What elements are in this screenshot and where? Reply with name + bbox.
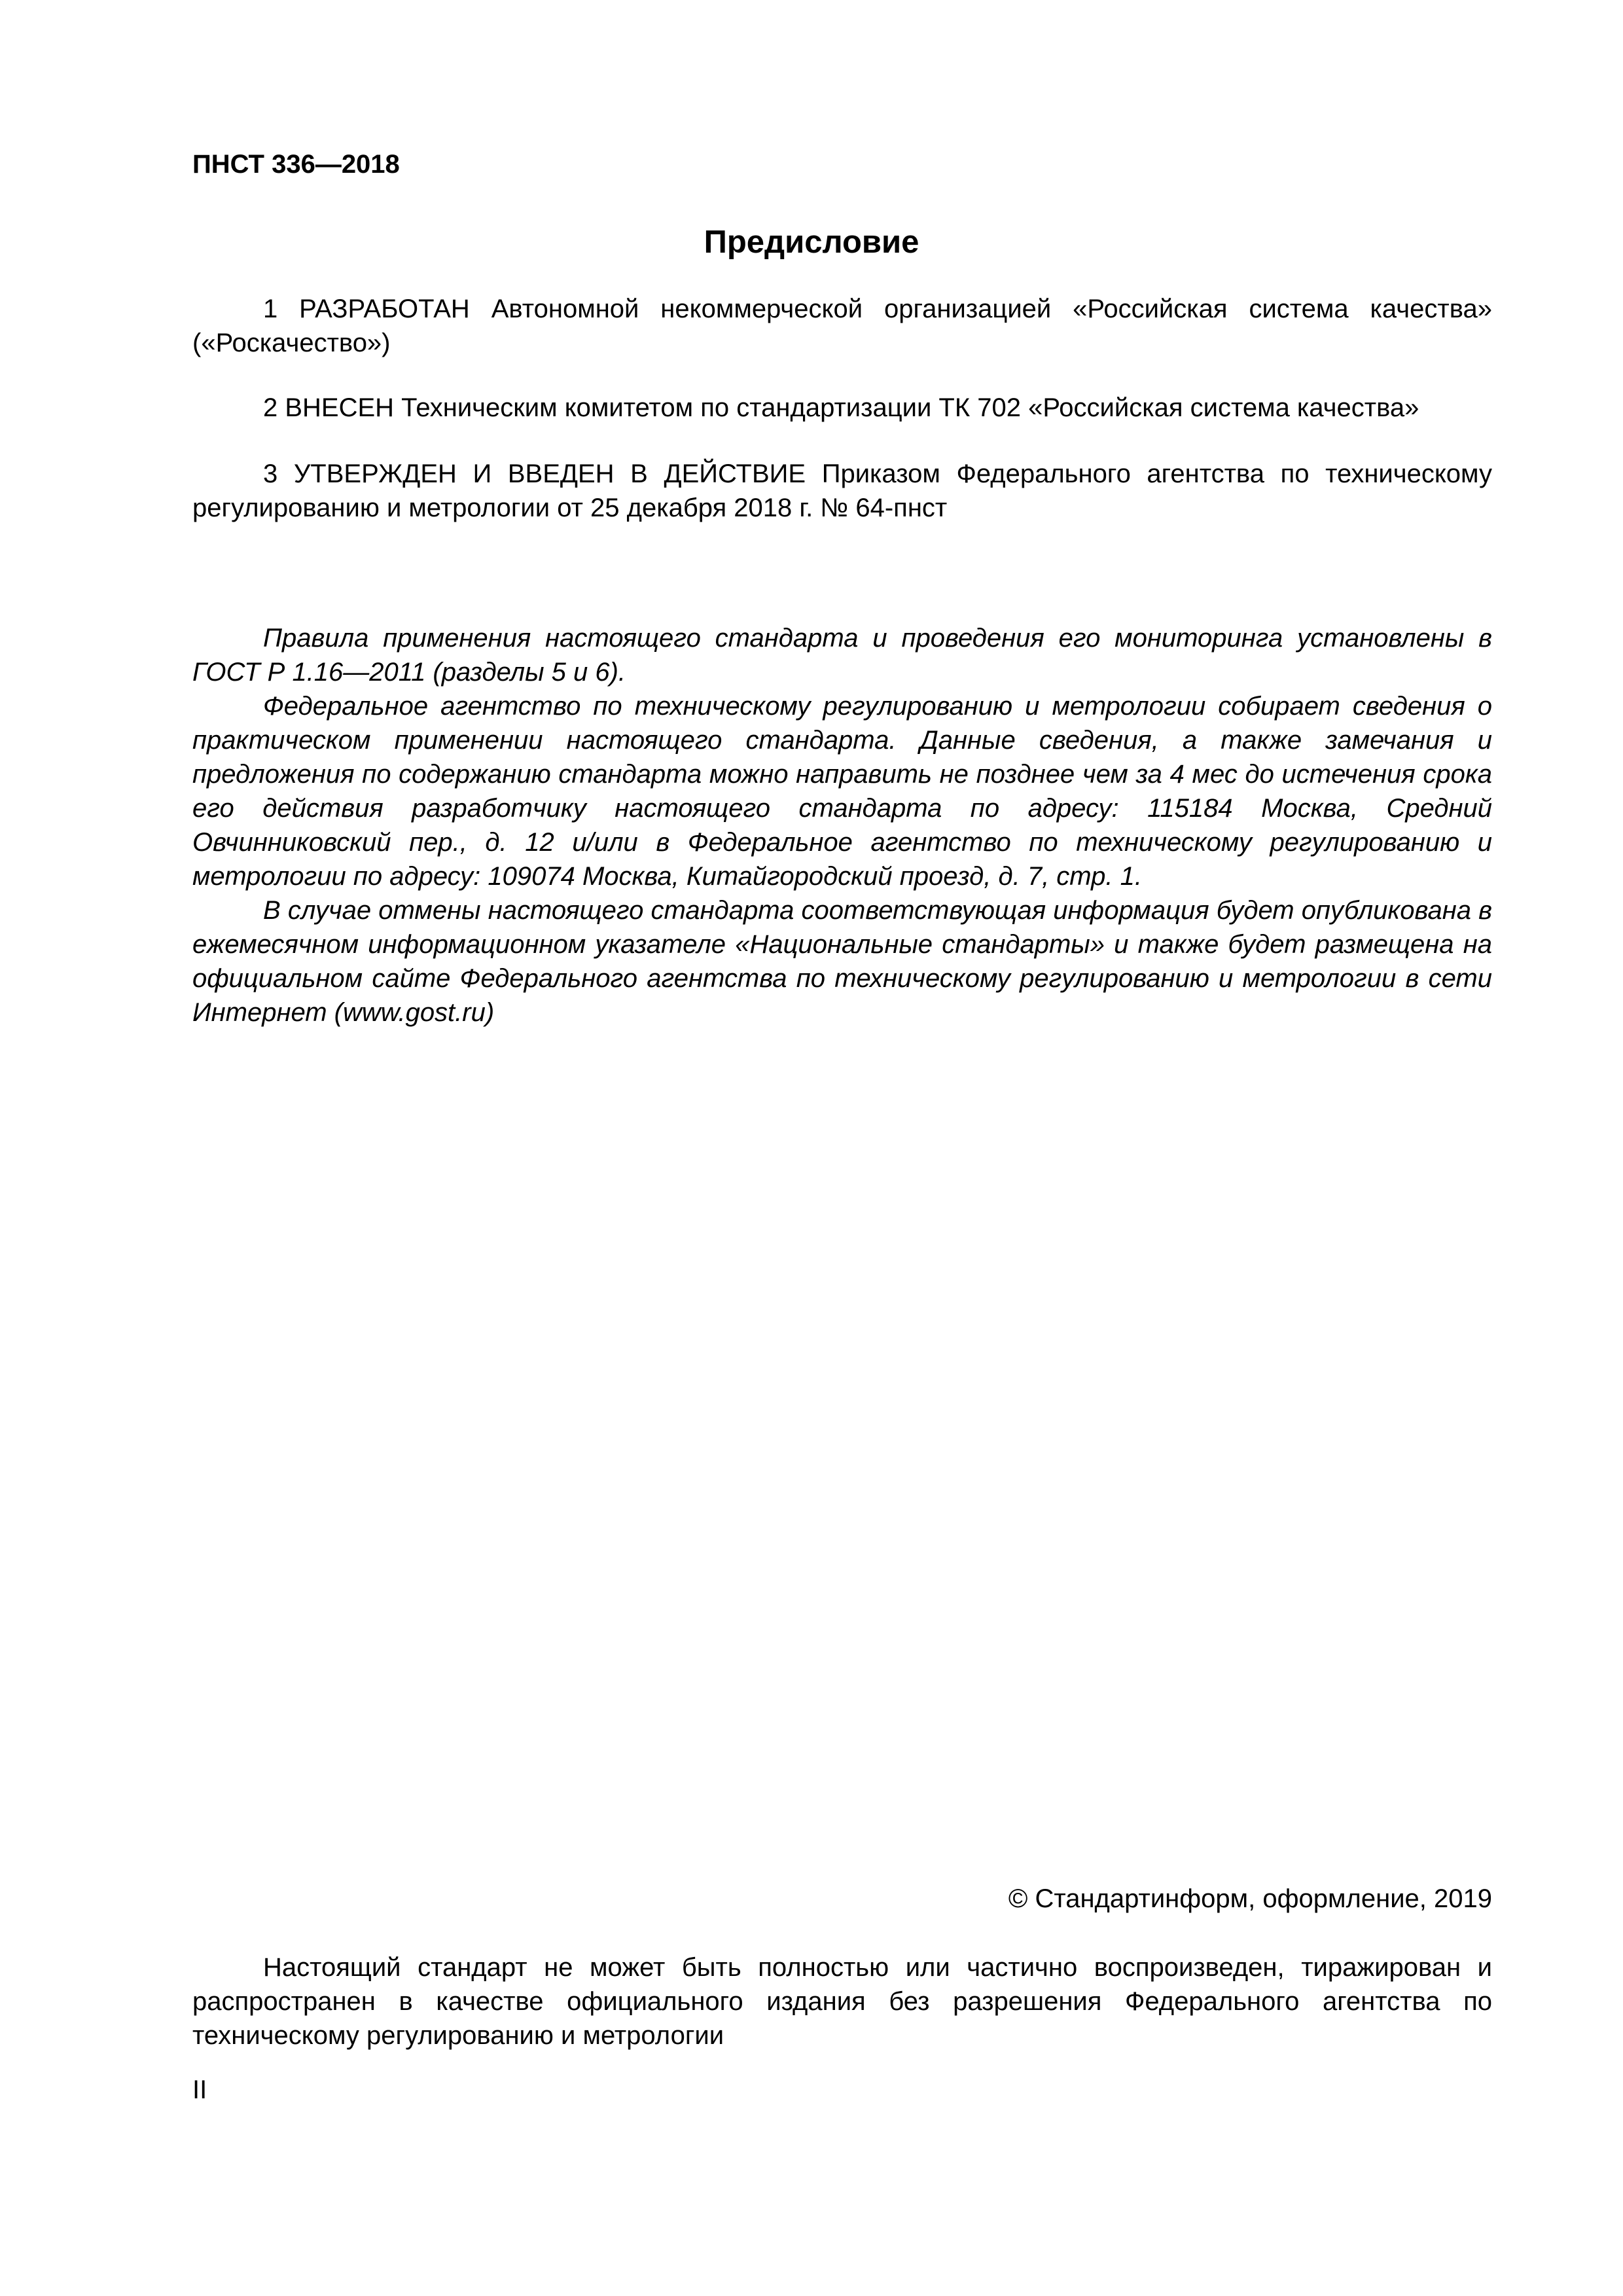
foreword-item-text: 2 ВНЕСЕН Техническим комитетом по стандартизации ТК 702 «Российская система качества» [263,393,1419,422]
foreword-item-2 [192,391,1492,425]
foreword-item-text: 3 УТВЕРЖДЕН И ВВЕДЕН В ДЕЙСТВИЕ Приказом Федерального агентства по техническому регулированию и метрологии от 25 декабря 2018 г. № 64-пнст [192,459,1492,522]
note-paragraph: Правила применения настоящего стандарта и проведения его мониторинга установлены в ГОСТ Р 1.16—2011 (разделы 5 и 6). [192,624,1492,687]
note-paragraph: В случае отмены настоящего стандарта соответствующая информация будет опубликована в ежемесячном информационном указателе «Национальные стандарты» и также будет размещена на официальном сайте Федерального агентства по техническому регулированию и метрологии в сети Интернет (www.gost.ru) [192,896,1492,1027]
legal-notice-text: Настоящий стандарт не может быть полностью или частично воспроизведен, тиражирован и распространен в качестве официального издания без разрешения Федерального агентства по техническому регулированию и метрологии [192,1953,1492,2050]
foreword-item-text: 1 РАЗРАБОТАН Автономной некоммерческой организацией «Российская система качества» («Роскачество») [192,295,1492,357]
foreword-item-3 [192,457,1492,525]
page-number: II [192,2075,207,2104]
note-paragraph: Федеральное агентство по техническому регулированию и метрологии собирает сведения о практическом применении настоящего стандарта. Данные сведения, а также замечания и предложения по содержанию стандарта можно направить не позднее чем за 4 мес до истечения срока его действия разработчику настоящего стандарта по адресу: 115184 Москва, Средний Овчинниковский пер., д. 12 и/или в Федеральное агентство по техническому регулированию и метрологии по адресу: 109074 Москва, Китайгородский проезд, д. 7, стр. 1. [192,692,1492,891]
application-notes [192,621,1492,1030]
document-code: ПНСТ 336—2018 [192,150,400,179]
section-title: Предисловие [704,224,919,260]
legal-notice [192,1950,1492,2053]
foreword-item-1 [192,292,1492,360]
copyright-notice: © Стандартинформ, оформление, 2019 [1008,1884,1492,1913]
